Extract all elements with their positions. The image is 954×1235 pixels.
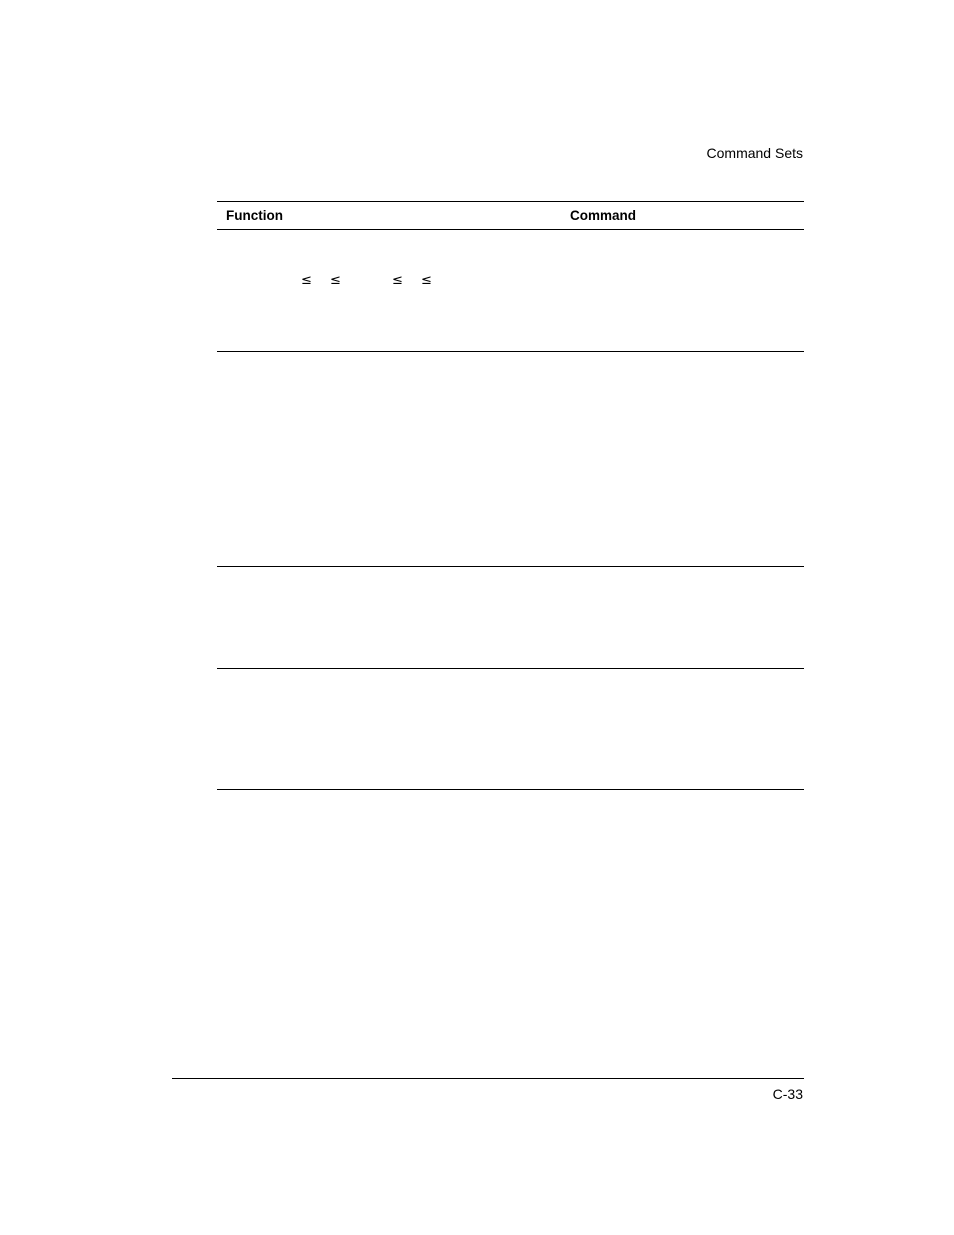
table-row bbox=[217, 352, 804, 566]
less-equal-symbol: ≤ bbox=[330, 273, 341, 288]
less-equal-symbol: ≤ bbox=[392, 273, 403, 288]
table-row bbox=[217, 567, 804, 668]
table-row bbox=[217, 669, 804, 789]
running-header: Command Sets bbox=[706, 145, 803, 161]
less-equal-symbol: ≤ bbox=[421, 273, 432, 288]
table-bottom-rule bbox=[217, 789, 804, 790]
column-header-command: Command bbox=[570, 208, 637, 223]
column-header-function: Function bbox=[226, 208, 283, 223]
page-number: C-33 bbox=[772, 1086, 803, 1102]
footer-rule bbox=[172, 1078, 804, 1079]
table-row bbox=[217, 230, 804, 351]
table-top-rule bbox=[217, 201, 804, 202]
less-equal-symbol: ≤ bbox=[301, 273, 312, 288]
command-table bbox=[217, 201, 804, 790]
